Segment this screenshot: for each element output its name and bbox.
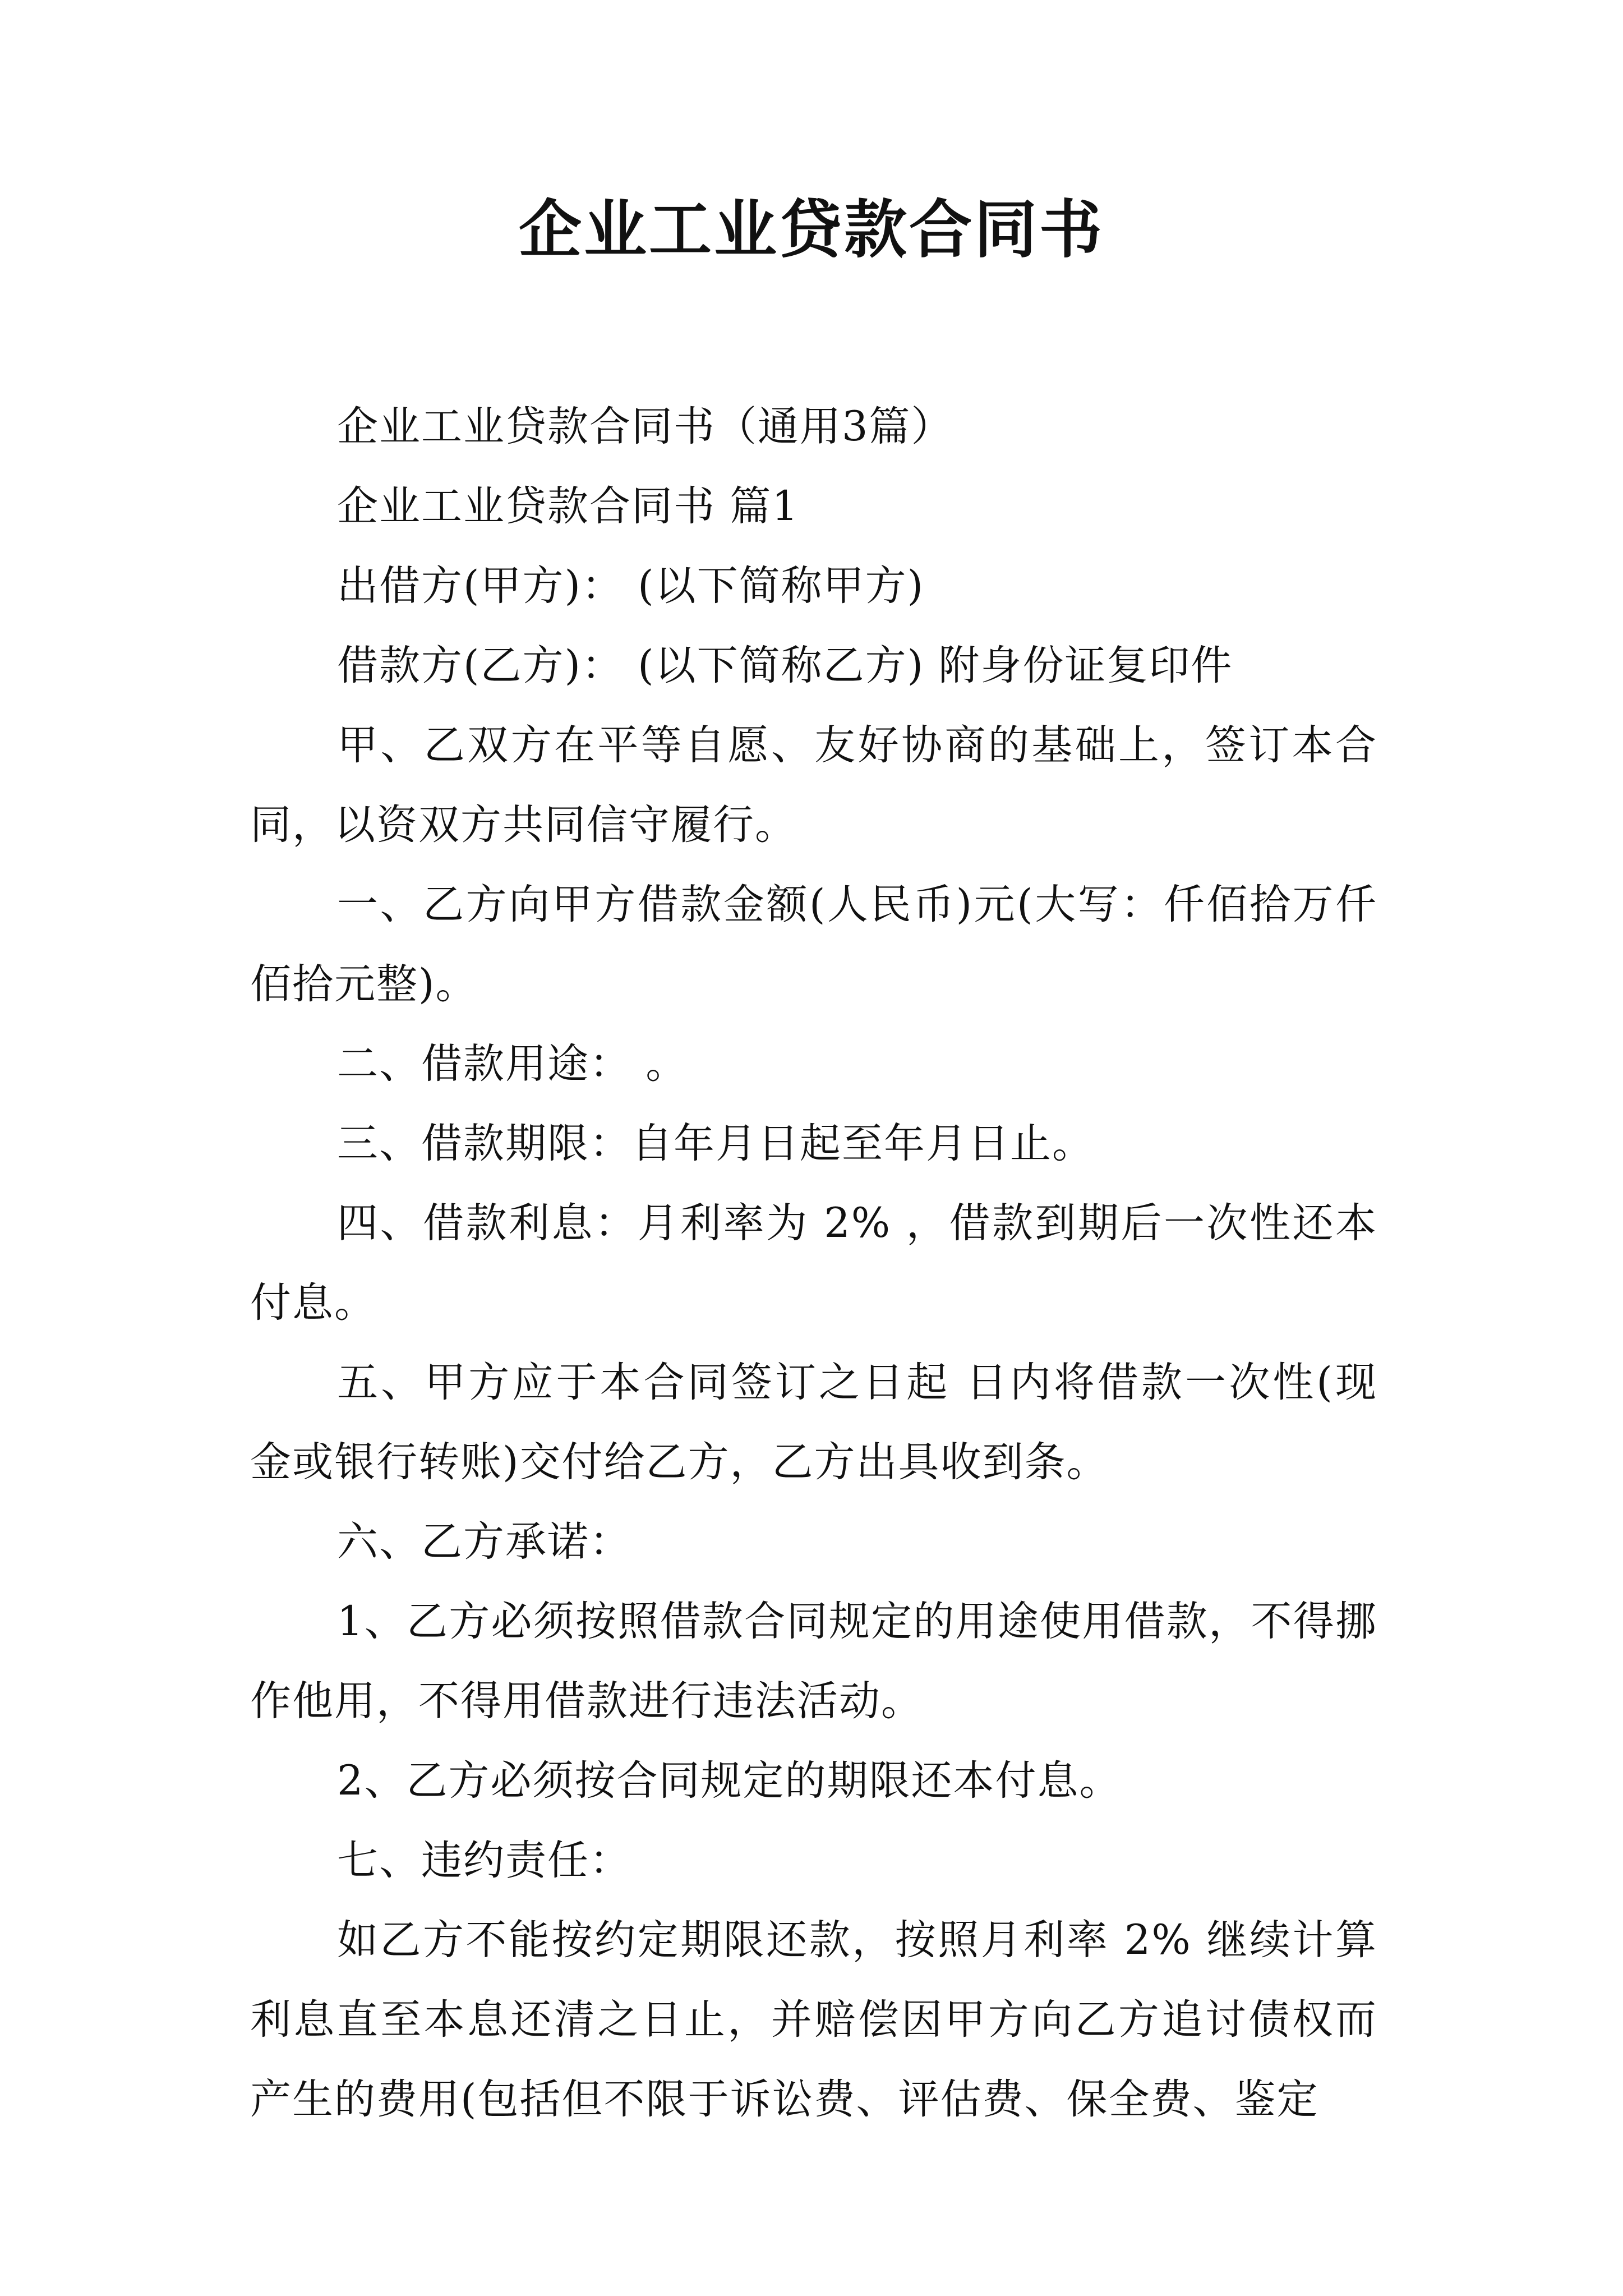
paragraph-clause-3-term: 三、借款期限：自年月日起至年月日止。 [337, 1120, 1094, 1167]
paragraph-subtitle: 企业工业贷款合同书（通用3篇） [337, 403, 953, 450]
document-title: 企业工业贷款合同书 [519, 193, 1104, 266]
paragraph-clause-1-amount: 一、乙方向甲方借款金额(人民币)元(大写：仟佰拾万仟佰拾元整)。 [250, 881, 1377, 1008]
paragraph-clause-4-interest: 四、借款利息：月利率为 2% ，借款到期后一次性还本付息。 [250, 1199, 1377, 1327]
paragraph-clause-6-heading: 六、乙方承诺： [337, 1518, 631, 1566]
paragraph-lender: 出借方(甲方)： (以下简称甲方) [337, 562, 925, 610]
paragraph-preamble: 甲、乙双方在平等自愿、友好协商的基础上，签订本合同，以资双方共同信守履行。 [250, 721, 1377, 849]
paragraph-clause-6-item-1: 1、乙方必须按照借款合同规定的用途使用借款，不得挪作他用，不得用借款进行违法活动。 [250, 1598, 1377, 1725]
paragraph-clause-6-item-2: 2、乙方必须按合同规定的期限还本付息。 [337, 1757, 1122, 1805]
paragraph-clause-7-heading: 七、违约责任： [337, 1837, 631, 1884]
paragraph-clause-2-purpose: 二、借款用途： 。 [337, 1040, 688, 1088]
paragraph-clause-7-body: 如乙方不能按约定期限还款，按照月利率 2% 继续计算利息直至本息还清之日止，并赔偿因甲方向乙方追讨债权而产生的费用(包括但不限于诉讼费、评估费、保全费、鉴定 [250, 1916, 1377, 2123]
paragraph-borrower: 借款方(乙方)： (以下简称乙方) 附身份证复印件 [337, 642, 1233, 689]
document-body [250, 387, 1377, 2139]
paragraph-section-heading: 企业工业贷款合同书 篇1 [337, 482, 799, 530]
paragraph-clause-5-delivery: 五、甲方应于本合同签订之日起 日内将借款一次性(现金或银行转账)交付给乙方，乙方出具收到条。 [250, 1359, 1377, 1486]
